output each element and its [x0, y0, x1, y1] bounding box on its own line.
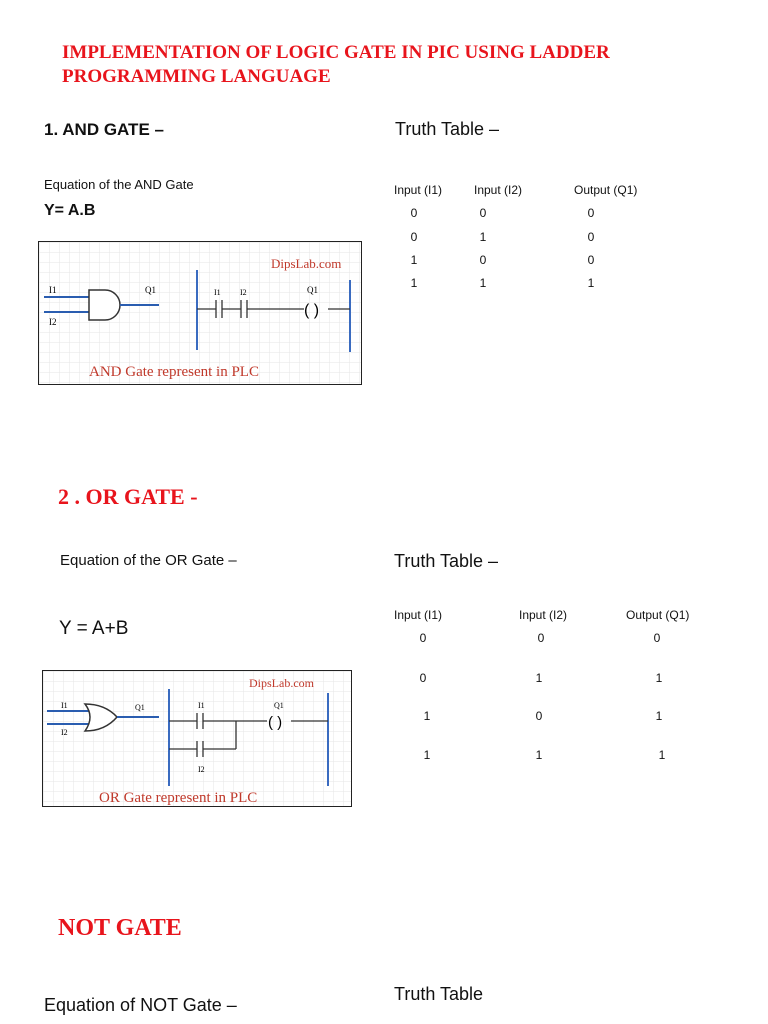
and-coil-label: Q1 — [307, 285, 318, 295]
and-input1-label: I1 — [49, 285, 57, 295]
and-cell: 1 — [479, 276, 487, 290]
or-gate-heading: 2 . OR GATE - — [58, 484, 198, 509]
and-equation-label: Equation of the AND Gate — [44, 177, 194, 192]
and-contact1-label: I1 — [214, 288, 221, 297]
and-brand-text: DipsLab.com — [271, 256, 342, 271]
and-coil-symbol: ( ) — [304, 302, 320, 319]
and-truth-table-heading: Truth Table – — [395, 119, 500, 139]
or-cell: 0 — [537, 631, 545, 645]
and-table-header-1: Input (I1) — [394, 183, 443, 197]
and-equation: Y= A.B — [44, 202, 96, 219]
and-contact2-label: I2 — [240, 288, 247, 297]
or-contact1-label: I1 — [198, 701, 205, 710]
and-output-label: Q1 — [145, 285, 156, 295]
or-cell: 1 — [535, 671, 543, 685]
or-gate-diagram — [43, 671, 351, 806]
or-cell: 1 — [655, 671, 663, 685]
or-coil-symbol: ( ) — [268, 714, 283, 731]
or-cell: 1 — [655, 709, 663, 723]
and-cell: 0 — [587, 253, 595, 267]
not-gate-heading: NOT GATE — [58, 915, 182, 941]
or-equation-label: Equation of the OR Gate – — [60, 552, 237, 569]
and-cell: 1 — [479, 230, 487, 244]
or-cell: 0 — [653, 631, 661, 645]
or-input1-label: I1 — [61, 701, 68, 710]
and-cell: 1 — [410, 253, 418, 267]
or-cell: 0 — [419, 671, 427, 685]
not-truth-table-heading: Truth Table — [394, 984, 484, 1004]
and-cell: 0 — [479, 253, 487, 267]
or-cell: 0 — [535, 709, 543, 723]
or-figure-caption: OR Gate represent in PLC — [99, 790, 258, 806]
or-gate-figure — [42, 670, 352, 807]
or-equation: Y = A+B — [59, 618, 129, 639]
and-table-header-3: Output (Q1) — [574, 183, 638, 197]
and-cell: 1 — [587, 276, 595, 290]
or-brand-text: DipsLab.com — [249, 676, 314, 690]
or-cell: 1 — [423, 709, 431, 723]
or-cell: 1 — [535, 748, 543, 762]
or-truth-table-heading: Truth Table – — [394, 551, 499, 571]
and-table-header-2: Input (I2) — [474, 183, 523, 197]
or-coil-label: Q1 — [274, 701, 284, 710]
or-table-header-3: Output (Q1) — [626, 608, 690, 622]
and-cell: 0 — [479, 206, 487, 220]
or-table-header-1: Input (I1) — [394, 608, 443, 622]
or-output-label: Q1 — [135, 703, 145, 712]
and-input2-label: I2 — [49, 317, 57, 327]
and-cell: 0 — [587, 230, 595, 244]
or-cell: 0 — [419, 631, 427, 645]
and-gate-figure — [38, 241, 362, 385]
and-cell: 0 — [410, 230, 418, 244]
and-cell: 0 — [587, 206, 595, 220]
or-cell: 1 — [658, 748, 666, 762]
or-contact2-label: I2 — [198, 765, 205, 774]
and-gate-heading: 1. AND GATE – — [44, 120, 164, 139]
or-table-header-2: Input (I2) — [519, 608, 568, 622]
and-figure-caption: AND Gate represent in PLC — [89, 364, 259, 380]
and-cell: 1 — [410, 276, 418, 290]
and-cell: 0 — [410, 206, 418, 220]
and-gate-symbol — [89, 290, 120, 320]
page-title-line-2: PROGRAMMING LANGUAGE — [62, 66, 331, 87]
or-input2-label: I2 — [61, 728, 68, 737]
page-title-line-1: IMPLEMENTATION OF LOGIC GATE IN PIC USING LADDER — [62, 42, 610, 63]
and-gate-diagram — [39, 242, 361, 384]
or-cell: 1 — [423, 748, 431, 762]
not-equation-label: Equation of NOT Gate – — [44, 995, 237, 1015]
